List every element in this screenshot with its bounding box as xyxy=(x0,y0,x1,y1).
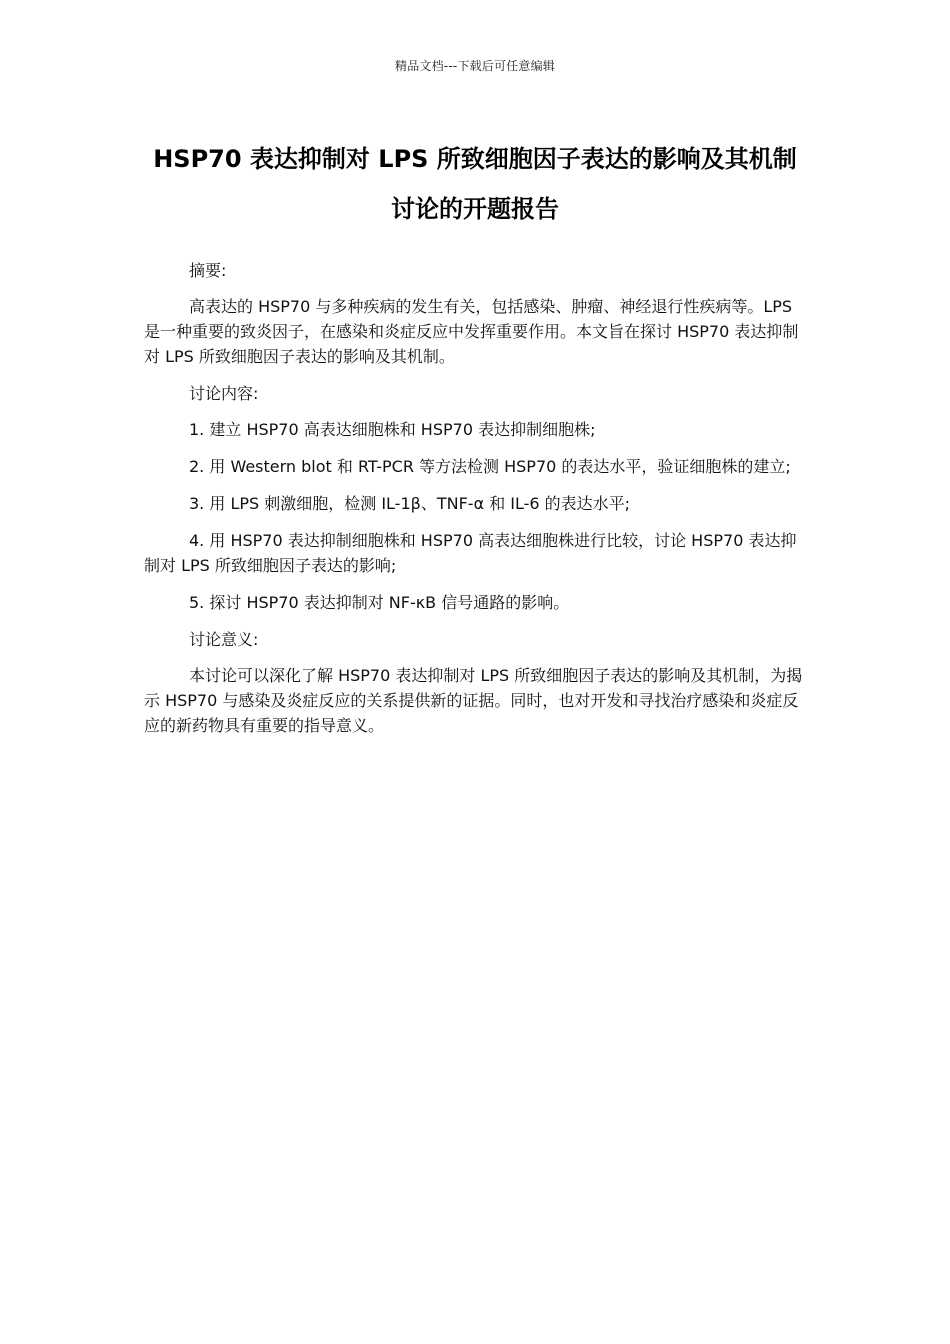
title-line-1: HSP70 表达抑制对 LPS 所致细胞因子表达的影响及其机制 xyxy=(153,145,797,173)
abstract-label: 摘要: xyxy=(189,261,227,280)
content-item-5: 5. 探讨 HSP70 表达抑制对 NF-κB 信号通路的影响。 xyxy=(189,593,570,612)
significance-paragraph: 本讨论可以深化了解 HSP70 表达抑制对 LPS 所致细胞因子表达的影响及其机制，为揭示 HSP70 与感染及炎症反应的关系提供新的证据。同时，也对开发和寻找治疗感染和炎症反应的新药物具有重要的指导意义。 xyxy=(144,666,803,735)
content-item-3: 3. 用 LPS 刺激细胞，检测 IL-1β、TNF-α 和 IL-6 的表达水平; xyxy=(189,494,631,513)
abstract-paragraph: 高表达的 HSP70 与多种疾病的发生有关，包括感染、肿瘤、神经退行性疾病等。LPS 是一种重要的致炎因子，在感染和炎症反应中发挥重要作用。本文旨在探讨 HSP70 表达抑制对 LPS 所致细胞因子表达的影响及其机制。 xyxy=(144,297,799,366)
content-item-1: 1. 建立 HSP70 高表达细胞株和 HSP70 表达抑制细胞株; xyxy=(189,420,596,439)
header-note: 精品文档---下载后可任意编辑 xyxy=(395,59,555,73)
document-title xyxy=(120,134,830,234)
content-label: 讨论内容: xyxy=(189,384,259,403)
title-line-2: 讨论的开题报告 xyxy=(391,195,559,223)
document-body xyxy=(144,258,810,750)
content-item-2: 2. 用 Western blot 和 RT-PCR 等方法检测 HSP70 的表达水平，验证细胞株的建立; xyxy=(189,457,791,476)
content-item-4: 4. 用 HSP70 表达抑制细胞株和 HSP70 高表达细胞株进行比较，讨论 HSP70 表达抑制对 LPS 所致细胞因子表达的影响; xyxy=(144,531,797,575)
significance-label: 讨论意义: xyxy=(189,630,259,649)
